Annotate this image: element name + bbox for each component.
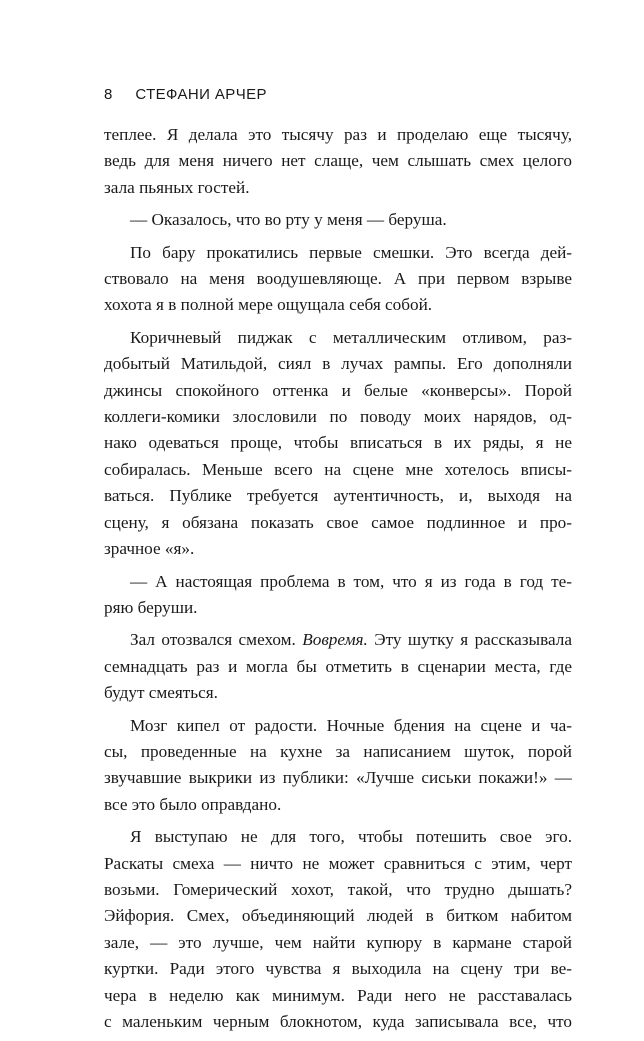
- text-line: ствовало на меня воодушевляюще. А при первом взрыве: [104, 269, 572, 289]
- running-header: [104, 86, 267, 103]
- text-line: джинсы спокойного оттенка и белые «конверсы». Порой: [104, 380, 572, 400]
- text-line: куртки. Ради этого чувства я выходила на сцену три ве-: [104, 959, 572, 979]
- text-line: Эйфория. Смех, объединяющий людей в битком набитом: [104, 906, 572, 926]
- text-line: сцену, я обязана показать свое самое подлинное и про-: [104, 512, 572, 532]
- text-line: добытый Матильдой, сиял в лучах рампы. Его дополняли: [104, 354, 572, 374]
- text-line: будут смеяться.: [104, 683, 218, 703]
- text-line: сы, проведенные на кухне за написанием шуток, порой: [104, 741, 572, 761]
- paragraph: [104, 240, 572, 319]
- text-line: хохота я в полной мере ощущала себя собой.: [104, 295, 433, 315]
- text-line: все это было оправдано.: [104, 794, 282, 814]
- text-line: — А настоящая проблема в том, что я из года в год те-: [130, 571, 572, 591]
- text-line: собиралась. Меньше всего на сцене мне хотелось вписы-: [104, 459, 572, 479]
- paragraph: [104, 627, 572, 706]
- text-line: зрачное «я».: [104, 539, 195, 559]
- body-text: [104, 122, 572, 1041]
- paragraph: [104, 207, 572, 233]
- text-line: По бару прокатились первые смешки. Это всегда дей-: [130, 242, 572, 262]
- paragraph: [104, 824, 572, 1035]
- paragraph: [104, 569, 572, 622]
- page-number: 8: [104, 86, 113, 103]
- text-line: Зал отозвался смехом. Вовремя. Эту шутку я рассказывала: [130, 630, 572, 650]
- text-line: ведь для меня ничего нет слаще, чем слышать смех целого: [104, 151, 572, 171]
- paragraph: [104, 122, 572, 201]
- text-line: зале, — это лучше, чем найти купюру в кармане старой: [104, 932, 572, 952]
- text-line: звучавшие выкрики из публики: «Лучше сиськи покажи!» —: [104, 768, 572, 788]
- text-line: семнадцать раз и могла бы отметить в сценарии места, где: [104, 656, 572, 676]
- text-line: Коричневый пиджак с металлическим отливом, раз-: [130, 327, 572, 347]
- text-line: — Оказалось, что во рту у меня — беруша.: [130, 210, 447, 230]
- text-line: зала пьяных гостей.: [104, 177, 250, 197]
- text-line: чера в неделю как минимум. Ради него не расставалась: [104, 985, 572, 1005]
- paragraph: [104, 325, 572, 563]
- text-line: Я выступаю не для того, чтобы потешить свое эго.: [130, 827, 572, 847]
- text-line: с маленьким черным блокнотом, куда записывала все, что: [104, 1012, 572, 1031]
- text-line: ваться. Публике требуется аутентичность, и, выходя на: [104, 486, 572, 506]
- text-line: коллеги-комики злословили по поводу моих нарядов, од-: [104, 407, 572, 427]
- text-line: теплее. Я делала это тысячу раз и проделаю еще тысячу,: [104, 125, 572, 144]
- running-title: СТЕФАНИ АРЧЕР: [135, 86, 267, 103]
- text-line: ряю беруши.: [104, 597, 198, 617]
- paragraph: [104, 713, 572, 819]
- text-line: нако одеваться проще, чтобы вписаться в их ряды, я не: [104, 433, 572, 453]
- text-line: Мозг кипел от радости. Ночные бдения на сцене и ча-: [130, 715, 572, 735]
- text-line: Раскаты смеха — ничто не может сравниться с этим, черт: [104, 853, 572, 873]
- text-line: возьми. Гомерический хохот, такой, что трудно дышать?: [104, 879, 572, 899]
